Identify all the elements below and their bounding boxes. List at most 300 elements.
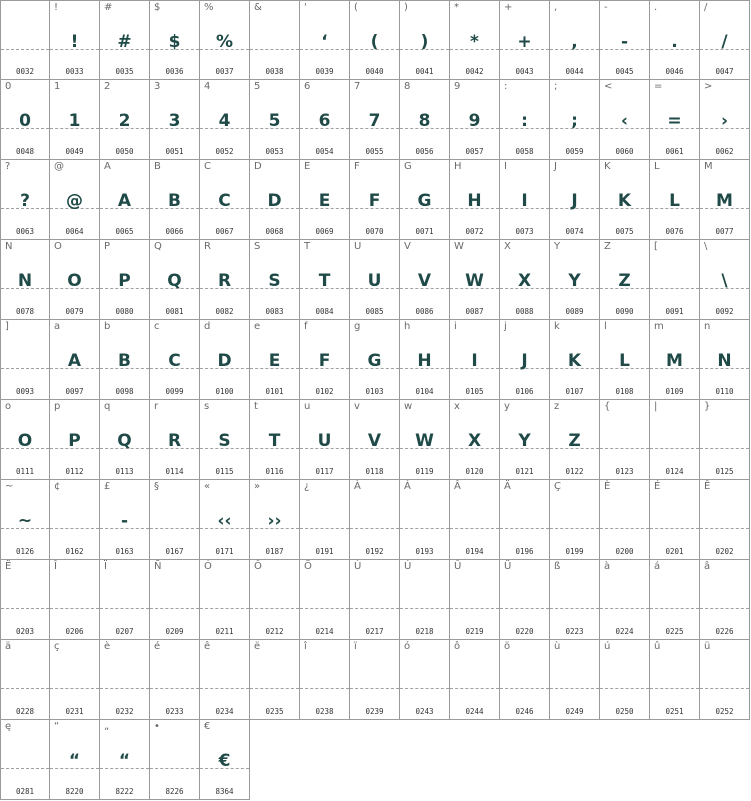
glyph-preview <box>1 588 49 614</box>
glyph-preview <box>400 588 449 614</box>
cell-character-label: u <box>304 401 311 412</box>
glyph-preview: N <box>17 271 33 291</box>
glyph-preview <box>700 588 749 614</box>
cell-character-label: - <box>604 2 608 13</box>
glyph-preview: A <box>117 191 132 211</box>
glyph-cell <box>700 560 750 640</box>
glyph-preview: ) <box>420 32 429 52</box>
cell-code-label: 0211 <box>215 627 234 636</box>
cell-code-label: 0187 <box>265 547 284 556</box>
glyph-cell <box>0 240 50 320</box>
glyph-cell <box>500 320 550 400</box>
glyph-cell <box>100 400 150 480</box>
glyph-preview: J <box>571 191 578 211</box>
cell-code-label: 0233 <box>165 707 184 716</box>
glyph-cell <box>0 0 50 80</box>
glyph-preview: * <box>470 32 479 52</box>
glyph-cell <box>50 160 100 240</box>
glyph-cell <box>600 480 650 560</box>
glyph-preview: Q <box>167 271 182 291</box>
glyph-preview <box>150 668 199 694</box>
cell-character-label: J <box>554 161 557 172</box>
cell-code-label: 0196 <box>515 547 534 556</box>
cell-code-label: 0036 <box>165 67 184 76</box>
glyph-preview <box>650 668 699 694</box>
cell-code-label: 0104 <box>415 387 434 396</box>
cell-code-label: 0223 <box>565 627 584 636</box>
glyph-cell <box>700 0 750 80</box>
glyph-preview <box>650 268 699 294</box>
cell-character-label: ; <box>554 81 558 92</box>
cell-character-label: # <box>104 2 113 13</box>
cell-character-label: l <box>604 321 607 332</box>
glyph-preview: 1 <box>68 111 81 131</box>
glyph-preview: O <box>17 431 33 451</box>
cell-character-label: 4 <box>204 81 211 92</box>
cell-code-label: 0040 <box>365 67 384 76</box>
glyph-preview <box>650 588 699 614</box>
cell-code-label: 8226 <box>165 787 184 796</box>
glyph-cell <box>0 320 50 400</box>
glyph-preview <box>400 508 449 534</box>
cell-code-label: 0068 <box>265 227 284 236</box>
cell-character-label: Ù <box>354 561 362 572</box>
cell-code-label: 0118 <box>365 467 384 476</box>
glyph-cell <box>700 240 750 320</box>
cell-code-label: 0078 <box>15 307 35 316</box>
cell-code-label: 0054 <box>315 147 334 156</box>
glyph-cell <box>650 640 700 720</box>
cell-character-label: o <box>5 401 12 412</box>
cell-code-label: 0084 <box>315 307 334 316</box>
glyph-preview: 6 <box>318 111 331 131</box>
glyph-preview: 5 <box>268 111 281 131</box>
cell-character-label: È <box>604 481 611 492</box>
glyph-preview: D <box>267 191 282 211</box>
cell-code-label: 0199 <box>565 547 584 556</box>
glyph-cell <box>650 320 700 400</box>
cell-character-label: h <box>404 321 411 332</box>
glyph-cell <box>450 320 500 400</box>
cell-code-label: 0124 <box>665 467 684 476</box>
cell-character-label: Â <box>454 481 461 492</box>
cell-character-label: H <box>454 161 462 172</box>
glyph-preview: H <box>417 351 432 371</box>
cell-character-label: c <box>154 321 160 332</box>
glyph-preview <box>400 668 449 694</box>
cell-code-label: 0220 <box>515 627 534 636</box>
glyph-cell <box>600 320 650 400</box>
glyph-cell <box>650 80 700 160</box>
cell-character-label: p <box>54 401 61 412</box>
cell-character-label: N <box>5 241 13 252</box>
cell-character-label: Ó <box>204 561 212 572</box>
glyph-cell <box>300 320 350 400</box>
glyph-preview <box>100 588 149 614</box>
cell-code-label: 0050 <box>115 147 134 156</box>
cell-code-label: 0038 <box>265 67 284 76</box>
cell-character-label: » <box>254 481 261 492</box>
cell-character-label: f <box>304 321 308 332</box>
glyph-cell <box>150 240 200 320</box>
cell-character-label: ? <box>5 161 11 172</box>
glyph-cell <box>350 80 400 160</box>
cell-code-label: 0110 <box>715 387 734 396</box>
cell-character-label: k <box>554 321 560 332</box>
glyph-preview <box>150 508 199 534</box>
glyph-preview: 0 <box>19 111 31 131</box>
glyph-cell <box>650 240 700 320</box>
cell-character-label: ô <box>454 641 461 652</box>
glyph-cell <box>150 720 200 800</box>
glyph-preview: ‹ <box>620 111 628 131</box>
glyph-preview <box>100 668 149 694</box>
glyph-preview <box>500 508 549 534</box>
cell-character-label: ( <box>354 2 358 13</box>
cell-character-label: Á <box>404 481 411 492</box>
glyph-cell <box>50 720 100 800</box>
cell-character-label: 1 <box>54 81 61 92</box>
glyph-preview: $ <box>168 32 181 52</box>
cell-code-label: 0093 <box>15 387 35 396</box>
glyph-cell <box>250 240 300 320</box>
cell-character-label: j <box>504 321 507 332</box>
cell-code-label: 0042 <box>465 67 484 76</box>
glyph-preview <box>300 508 349 534</box>
glyph-preview <box>650 508 699 534</box>
glyph-preview: ‹‹ <box>217 511 232 531</box>
glyph-cell <box>50 480 100 560</box>
cell-code-label: 0209 <box>165 627 184 636</box>
glyph-cell <box>500 0 550 80</box>
glyph-preview <box>600 508 649 534</box>
glyph-cell <box>100 80 150 160</box>
glyph-cell <box>200 0 250 80</box>
cell-character-label: , <box>554 2 558 13</box>
glyph-cell <box>50 0 100 80</box>
cell-character-label: + <box>504 2 513 13</box>
cell-character-label: ë <box>254 641 261 652</box>
cell-code-label: 0167 <box>165 547 184 556</box>
glyph-cell <box>500 480 550 560</box>
cell-character-label: / <box>704 2 708 13</box>
cell-code-label: 0079 <box>65 307 84 316</box>
glyph-cell <box>400 0 450 80</box>
glyph-preview: : <box>521 111 528 131</box>
cell-code-label: 0032 <box>15 67 35 76</box>
glyph-cell <box>100 560 150 640</box>
cell-character-label: Û <box>454 561 462 572</box>
cell-character-label: À <box>354 481 361 492</box>
glyph-cell <box>600 80 650 160</box>
cell-code-label: 0238 <box>315 707 334 716</box>
cell-code-label: 0055 <box>365 147 384 156</box>
cell-character-label: ! <box>54 2 59 13</box>
glyph-preview <box>50 508 99 534</box>
cell-code-label: 0219 <box>465 627 484 636</box>
cell-code-label: 0201 <box>665 547 684 556</box>
cell-character-label: m <box>654 321 664 332</box>
cell-code-label: 0225 <box>665 627 684 636</box>
glyph-cell <box>200 720 250 800</box>
glyph-cell <box>300 640 350 720</box>
glyph-preview <box>1 748 49 774</box>
cell-character-label: Q <box>154 241 162 252</box>
cell-character-label: ú <box>604 641 611 652</box>
cell-code-label: 0039 <box>315 67 334 76</box>
glyph-cell <box>350 400 400 480</box>
cell-character-label: R <box>204 241 211 252</box>
glyph-cell <box>250 80 300 160</box>
cell-code-label: 0252 <box>715 707 734 716</box>
cell-code-label: 0192 <box>365 547 384 556</box>
glyph-cell <box>400 640 450 720</box>
cell-code-label: 0235 <box>265 707 284 716</box>
cell-code-label: 0214 <box>315 627 334 636</box>
cell-code-label: 0063 <box>15 227 35 236</box>
glyph-cell <box>500 560 550 640</box>
cell-character-label: 5 <box>254 81 261 92</box>
cell-code-label: 0033 <box>65 67 84 76</box>
glyph-cell <box>300 480 350 560</box>
glyph-cell <box>150 640 200 720</box>
glyph-preview: 8 <box>418 111 431 131</box>
cell-code-label: 0051 <box>165 147 184 156</box>
cell-character-label: Ë <box>5 561 12 572</box>
glyph-preview <box>600 588 649 614</box>
cell-character-label: t <box>254 401 258 412</box>
glyph-cell <box>200 160 250 240</box>
cell-character-label: n <box>704 321 711 332</box>
cell-code-label: 0057 <box>465 147 484 156</box>
cell-character-label: B <box>154 161 161 172</box>
glyph-preview: ›› <box>267 511 282 531</box>
cell-character-label: € <box>204 721 211 732</box>
glyph-cell <box>150 80 200 160</box>
glyph-cell <box>100 320 150 400</box>
glyph-preview: Z <box>618 271 631 291</box>
cell-character-label: Z <box>604 241 611 252</box>
cell-character-label: û <box>654 641 661 652</box>
cell-code-label: 0085 <box>365 307 384 316</box>
glyph-preview: Y <box>568 271 581 291</box>
glyph-cell <box>500 240 550 320</box>
glyph-cell <box>300 560 350 640</box>
cell-character-label: î <box>304 641 307 652</box>
glyph-cell <box>250 480 300 560</box>
glyph-preview <box>1 29 49 55</box>
cell-character-label: ä <box>5 641 12 652</box>
glyph-cell <box>250 560 300 640</box>
glyph-preview <box>1 668 49 694</box>
glyph-preview: A <box>67 351 82 371</box>
glyph-preview: N <box>717 351 732 371</box>
cell-character-label: ê <box>204 641 211 652</box>
cell-character-label: ' <box>304 2 307 13</box>
glyph-preview: Q <box>117 431 132 451</box>
cell-character-label: Ç <box>554 481 561 492</box>
cell-character-label: a <box>54 321 61 332</box>
glyph-cell <box>150 320 200 400</box>
cell-code-label: 0067 <box>215 227 234 236</box>
glyph-cell <box>450 160 500 240</box>
cell-code-label: 0049 <box>65 147 84 156</box>
cell-character-label: G <box>404 161 412 172</box>
glyph-cell <box>50 240 100 320</box>
glyph-cell <box>450 80 500 160</box>
glyph-preview: “ <box>68 751 81 771</box>
cell-code-label: 8220 <box>65 787 84 796</box>
cell-character-label: Ü <box>504 561 512 572</box>
glyph-cell <box>50 560 100 640</box>
glyph-preview: F <box>318 351 331 371</box>
glyph-cell <box>550 240 600 320</box>
glyph-cell <box>0 160 50 240</box>
cell-character-label: ü <box>704 641 711 652</box>
glyph-preview <box>550 508 599 534</box>
cell-code-label: 0035 <box>115 67 134 76</box>
glyph-cell <box>650 0 700 80</box>
cell-character-label: x <box>454 401 460 412</box>
cell-character-label: C <box>204 161 211 172</box>
glyph-cell <box>50 400 100 480</box>
cell-character-label: Y <box>554 241 561 252</box>
cell-code-label: 0071 <box>415 227 434 236</box>
glyph-preview: X <box>517 271 532 291</box>
glyph-cell <box>700 160 750 240</box>
glyph-preview: L <box>669 191 680 211</box>
glyph-preview <box>150 748 199 774</box>
glyph-preview <box>350 588 399 614</box>
glyph-preview: X <box>467 431 482 451</box>
cell-code-label: 0087 <box>465 307 484 316</box>
glyph-cell <box>50 80 100 160</box>
glyph-preview <box>550 588 599 614</box>
cell-code-label: 0251 <box>665 707 684 716</box>
cell-code-label: 0239 <box>365 707 384 716</box>
glyph-cell <box>100 720 150 800</box>
cell-code-label: 0202 <box>715 547 734 556</box>
cell-character-label: I <box>504 161 507 172</box>
cell-code-label: 0191 <box>315 547 334 556</box>
glyph-cell <box>500 160 550 240</box>
cell-character-label: g <box>354 321 361 332</box>
glyph-cell <box>400 560 450 640</box>
cell-character-label: â <box>704 561 711 572</box>
cell-character-label: } <box>704 401 711 412</box>
glyph-preview <box>50 668 99 694</box>
cell-character-label: S <box>254 241 261 252</box>
glyph-cell <box>0 640 50 720</box>
glyph-preview: @ <box>66 191 83 211</box>
glyph-cell <box>550 0 600 80</box>
glyph-preview <box>250 668 299 694</box>
glyph-preview: + <box>517 32 532 52</box>
cell-code-label: 0206 <box>65 627 84 636</box>
cell-character-label: « <box>204 481 211 492</box>
cell-code-label: 0069 <box>315 227 334 236</box>
cell-character-label: > <box>704 81 713 92</box>
glyph-cell <box>550 80 600 160</box>
glyph-cell <box>350 640 400 720</box>
glyph-preview: E <box>268 351 281 371</box>
glyph-preview <box>300 588 349 614</box>
glyph-cell <box>0 400 50 480</box>
cell-code-label: 0103 <box>365 387 384 396</box>
glyph-preview <box>250 588 299 614</box>
cell-code-label: 0059 <box>565 147 584 156</box>
glyph-cell <box>550 320 600 400</box>
cell-code-label: 0106 <box>515 387 534 396</box>
glyph-cell <box>350 560 400 640</box>
glyph-cell <box>700 480 750 560</box>
glyph-preview: P <box>68 431 81 451</box>
glyph-preview: T <box>318 271 331 291</box>
cell-character-label: ~ <box>5 481 14 492</box>
glyph-preview <box>500 668 549 694</box>
cell-code-label: 0121 <box>515 467 534 476</box>
cell-character-label: * <box>454 2 459 13</box>
cell-code-label: 0037 <box>215 67 234 76</box>
cell-code-label: 0053 <box>265 147 284 156</box>
cell-code-label: 0043 <box>515 67 534 76</box>
cell-code-label: 0218 <box>415 627 434 636</box>
cell-character-label: ¢ <box>54 481 61 492</box>
glyph-cell <box>200 80 250 160</box>
cell-code-label: 0090 <box>615 307 634 316</box>
cell-character-label: O <box>54 241 62 252</box>
cell-character-label: á <box>654 561 661 572</box>
cell-code-label: 0112 <box>65 467 84 476</box>
cell-code-label: 0117 <box>315 467 334 476</box>
cell-code-label: 0212 <box>265 627 284 636</box>
glyph-preview: ( <box>370 32 379 52</box>
cell-character-label: w <box>404 401 413 412</box>
cell-code-label: 0072 <box>465 227 484 236</box>
glyph-cell <box>150 0 200 80</box>
glyph-preview <box>150 588 199 614</box>
glyph-cell <box>400 320 450 400</box>
cell-code-label: 0194 <box>465 547 484 556</box>
glyph-cell <box>250 400 300 480</box>
glyph-cell <box>400 240 450 320</box>
cell-character-label: P <box>104 241 111 252</box>
cell-code-label: 0100 <box>215 387 234 396</box>
glyph-preview <box>450 508 499 534</box>
cell-character-label: ) <box>404 2 408 13</box>
glyph-preview: , <box>571 32 578 52</box>
cell-character-label: v <box>354 401 360 412</box>
cell-character-label: { <box>604 401 611 412</box>
cell-code-label: 0065 <box>115 227 134 236</box>
cell-code-label: 0074 <box>565 227 584 236</box>
cell-character-label: A <box>104 161 111 172</box>
glyph-preview: V <box>367 431 382 451</box>
cell-code-label: 0075 <box>615 227 634 236</box>
cell-character-label: 7 <box>354 81 361 92</box>
glyph-cell <box>250 640 300 720</box>
glyph-cell <box>350 480 400 560</box>
glyph-preview: F <box>368 191 381 211</box>
cell-character-label: L <box>654 161 660 172</box>
glyph-preview: E <box>318 191 331 211</box>
glyph-preview <box>350 668 399 694</box>
glyph-cell <box>350 0 400 80</box>
glyph-cell <box>550 160 600 240</box>
cell-character-label: ù <box>554 641 561 652</box>
glyph-cell <box>100 240 150 320</box>
cell-character-label: q <box>104 401 111 412</box>
